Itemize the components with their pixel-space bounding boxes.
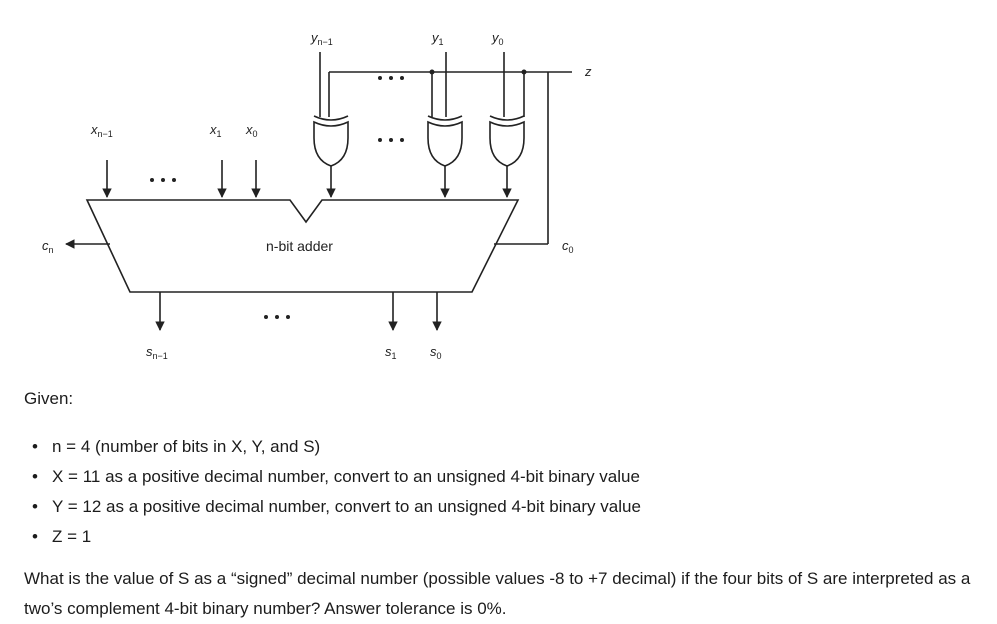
label-x-0: $x_0$	[246, 122, 258, 139]
label-z: z	[585, 64, 592, 79]
given-item-y: • Y = 12 as a positive decimal number, convert to an unsigned 4-bit binary value	[52, 492, 984, 522]
label-c-0: $c_0$	[562, 238, 574, 255]
given-item-x: • X = 11 as a positive decimal number, convert to an unsigned 4-bit binary value	[52, 462, 984, 492]
question-text: What is the value of S as a “signed” decimal number (possible values -8 to +7 decimal) if the four bits of S are interpreted as a two’s complement 4-bit binary number? Answer tolerance is 0%.	[24, 569, 971, 618]
label-x-n-1: $x_{n-1}$	[91, 122, 113, 139]
given-heading: Given:	[24, 389, 74, 408]
given-item-n: • n = 4 (number of bits in X, Y, and S)	[52, 432, 984, 462]
label-y-1: $y_1$	[432, 30, 444, 47]
ellipsis-dots	[150, 76, 404, 319]
xor-gate-0	[490, 116, 524, 166]
given-item-z: • Z = 1	[52, 522, 984, 552]
xor-gate-1	[428, 116, 462, 166]
adder-label: n-bit adder	[266, 238, 333, 254]
label-s-1: $s_1$	[385, 344, 397, 361]
label-y-n-1: $y_{n-1}$	[311, 30, 333, 47]
problem-text	[24, 384, 984, 624]
label-c-n: $c_n$	[42, 238, 54, 255]
label-x-1: $x_1$	[210, 122, 222, 139]
label-s-0: $s_0$	[430, 344, 442, 361]
label-y-0: $y_0$	[492, 30, 504, 47]
xor-gate-n-1	[314, 116, 348, 166]
given-list	[24, 432, 984, 552]
label-s-n-1: $s_{n-1}$	[146, 344, 168, 361]
